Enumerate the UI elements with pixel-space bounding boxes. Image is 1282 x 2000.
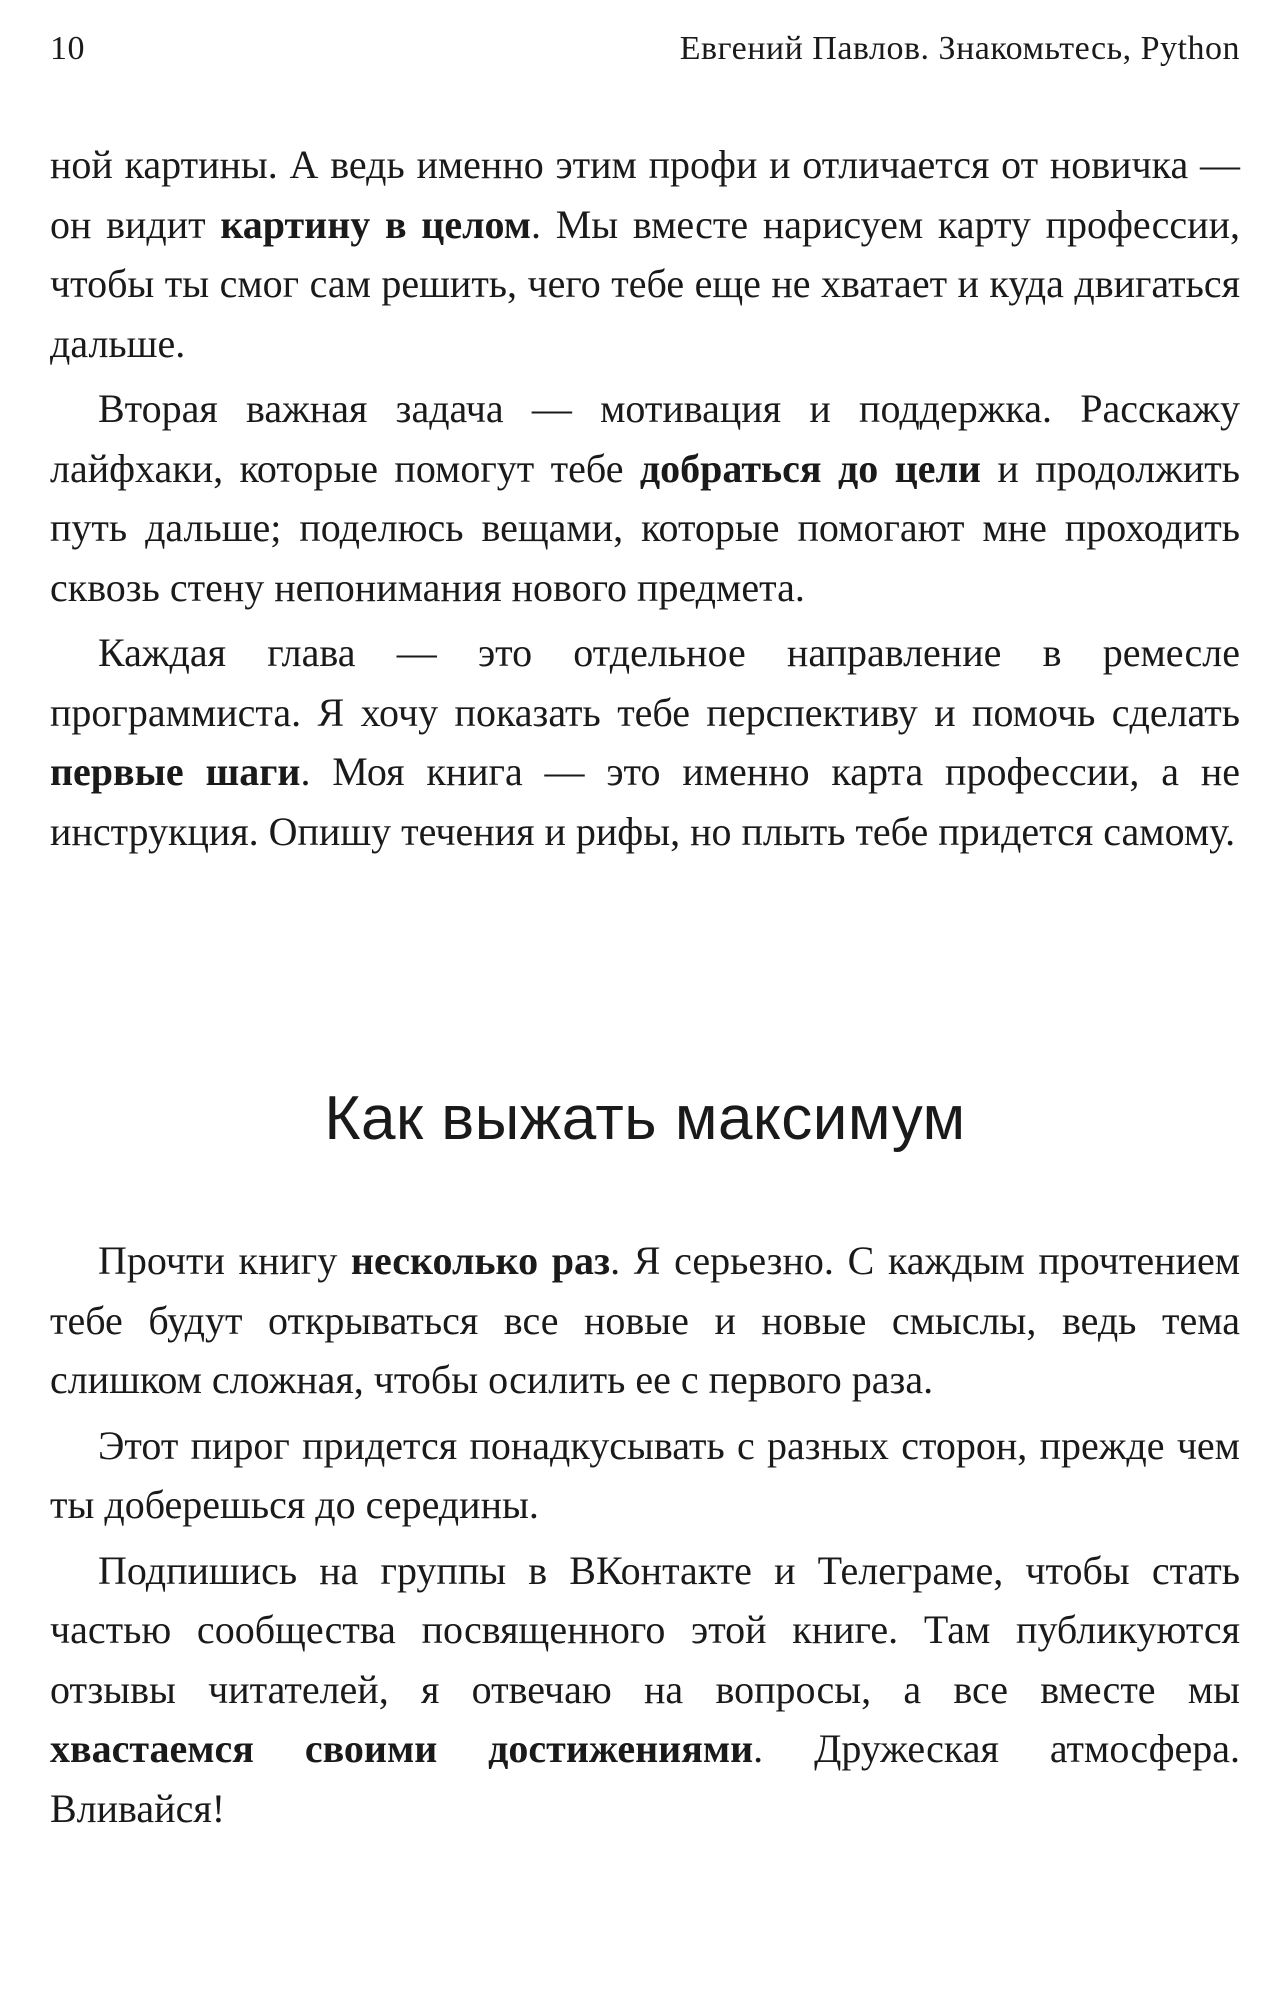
text-run: . Моя книга — это именно карта профессии, а не инструкция. Опишу течения и рифы, но плыть тебе придется самому. [50,749,1240,854]
paragraph [50,1231,1240,1410]
text-run: . Мы вместе нарисуем карту профессии, чтобы ты смог сам решить, чего тебе еще не хватает и куда двигаться дальше. [50,201,1240,366]
paragraph [50,1541,1240,1839]
text-run: ной картины. А ведь именно этим профи и отличается от новичка — он видит [50,142,1240,247]
bold-phrase: картину в целом [220,201,532,247]
paragraph [50,1416,1240,1535]
running-header [50,30,1240,80]
text-run: . Я серьезно. С каждым прочтением тебе будут открываться все новые и новые смыслы, ведь тема слишком сложная, чтобы осилить ее с первого раза. [50,1238,1241,1402]
bold-phrase: несколько раз [350,1238,611,1283]
text-run: Прочти книгу [98,1238,351,1283]
text-run: Каждая глава — это отдельное направление в ремесле программиста. Я хочу показать тебе перспективу и помочь сделать [50,630,1240,735]
paragraph [50,623,1240,861]
text-run: Этот пирог придется понадкусывать с разных сторон, прежде чем ты доберешься до середины. [50,1422,1240,1527]
bold-phrase: хвастаемся своими достижениями [50,1726,754,1771]
page-number: 10 [50,30,85,67]
section-body [50,1231,1240,1838]
text-run: . Дружеская атмосфера. Вливайся! [50,1726,1240,1831]
text-run: Подпишись на группы в ВКонтакте и Телеграме, чтобы стать частью сообщества посвященного этой книге. Там публикуются отзывы читателей, я отвечаю на вопросы, а все вместе мы [50,1547,1240,1712]
paragraph [50,135,1240,373]
bold-phrase: добраться до цели [639,445,981,491]
section-heading: Как выжать максимум [324,1084,966,1153]
page-body [50,135,1240,1838]
running-title: Евгений Павлов. Знакомьтесь, Python [679,30,1240,67]
text-run: и продолжить путь дальше; поделюсь вещами, которые помогают мне проходить сквозь стену непонимания нового предмета. [50,445,1240,610]
bold-phrase: первые шаги [50,749,301,794]
text-run: Вторая важная задача — мотивация и поддержка. Расскажу лайфхаки, которые помогут тебе [50,386,1240,491]
paragraph [50,379,1240,617]
